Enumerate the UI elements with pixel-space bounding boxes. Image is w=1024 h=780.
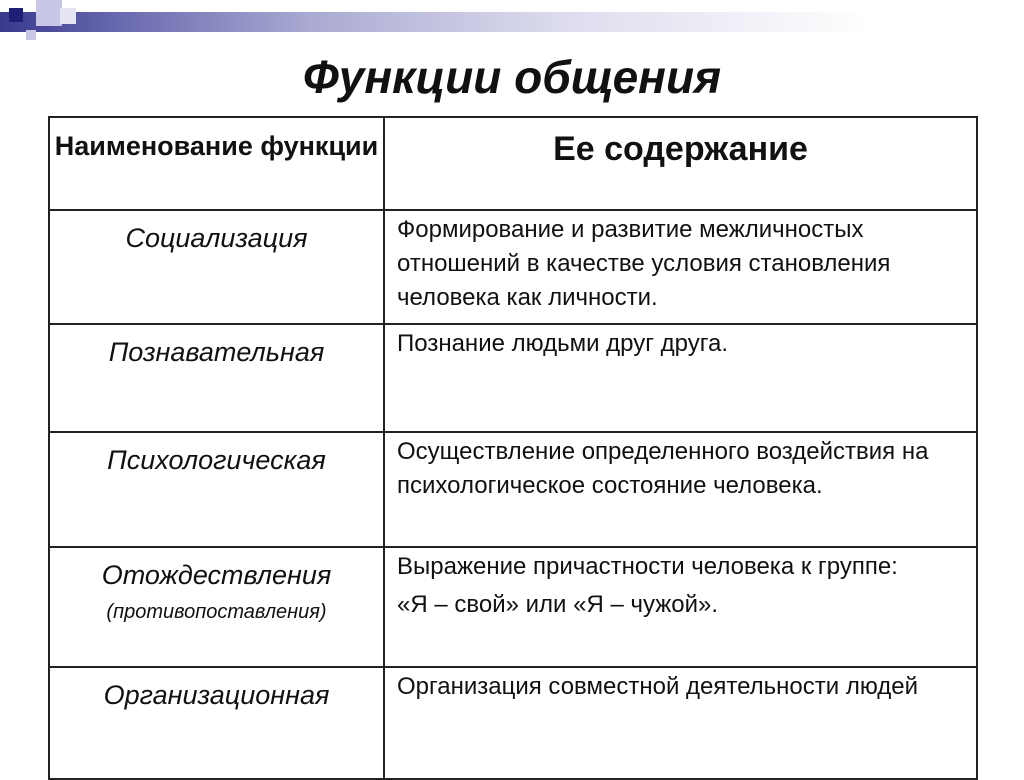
function-name-cell xyxy=(49,432,384,547)
function-content-cell xyxy=(384,667,977,779)
function-description xyxy=(385,211,976,315)
decorative-square xyxy=(60,8,76,24)
functions-table xyxy=(48,116,978,780)
description-text: Осуществление определенного воздействия на психологическое состояние человека. xyxy=(397,438,929,499)
header-cell-content xyxy=(384,117,977,210)
function-description xyxy=(385,325,976,361)
function-name-subtitle: (противопоставления) xyxy=(106,601,327,623)
header-name-label: Наименование функции xyxy=(54,131,379,161)
function-name: Психологическая xyxy=(107,445,326,475)
description-text: Организация совместной деятельности людей xyxy=(397,673,919,700)
header-content-label: Ее содержание xyxy=(553,130,808,168)
function-name: Социализация xyxy=(125,223,308,253)
description-text: Формирование и развитие межличностых отношений в качестве условия становления человека как личности. xyxy=(397,216,891,311)
decorative-header-bar xyxy=(0,12,1024,32)
decorative-square xyxy=(26,30,36,40)
function-name-cell xyxy=(49,210,384,324)
table-row xyxy=(49,667,977,779)
function-name: Познавательная xyxy=(108,337,325,367)
decorative-square xyxy=(36,0,62,26)
table-header-row xyxy=(49,117,977,210)
function-content-cell xyxy=(384,547,977,667)
table-row xyxy=(49,432,977,547)
description-text: Познание людьми друг друга. xyxy=(397,330,728,357)
description-text: Выражение причастности человека к группе: xyxy=(397,553,898,580)
table-row xyxy=(49,210,977,324)
function-description xyxy=(385,668,976,704)
decorative-square xyxy=(9,8,23,22)
function-name: Организационная xyxy=(103,680,330,710)
function-name: Отождествления xyxy=(101,560,332,590)
function-name-cell xyxy=(49,667,384,779)
function-description xyxy=(385,433,976,503)
table-row xyxy=(49,547,977,667)
function-name-cell xyxy=(49,324,384,432)
function-content-cell xyxy=(384,324,977,432)
function-content-cell xyxy=(384,432,977,547)
table-row xyxy=(49,324,977,432)
header-cell-name xyxy=(49,117,384,210)
description-text: «Я – свой» или «Я – чужой». xyxy=(397,591,719,618)
function-name-cell xyxy=(49,547,384,667)
function-content-cell xyxy=(384,210,977,324)
slide-title: Функции общения xyxy=(302,51,722,103)
function-description xyxy=(385,548,976,622)
